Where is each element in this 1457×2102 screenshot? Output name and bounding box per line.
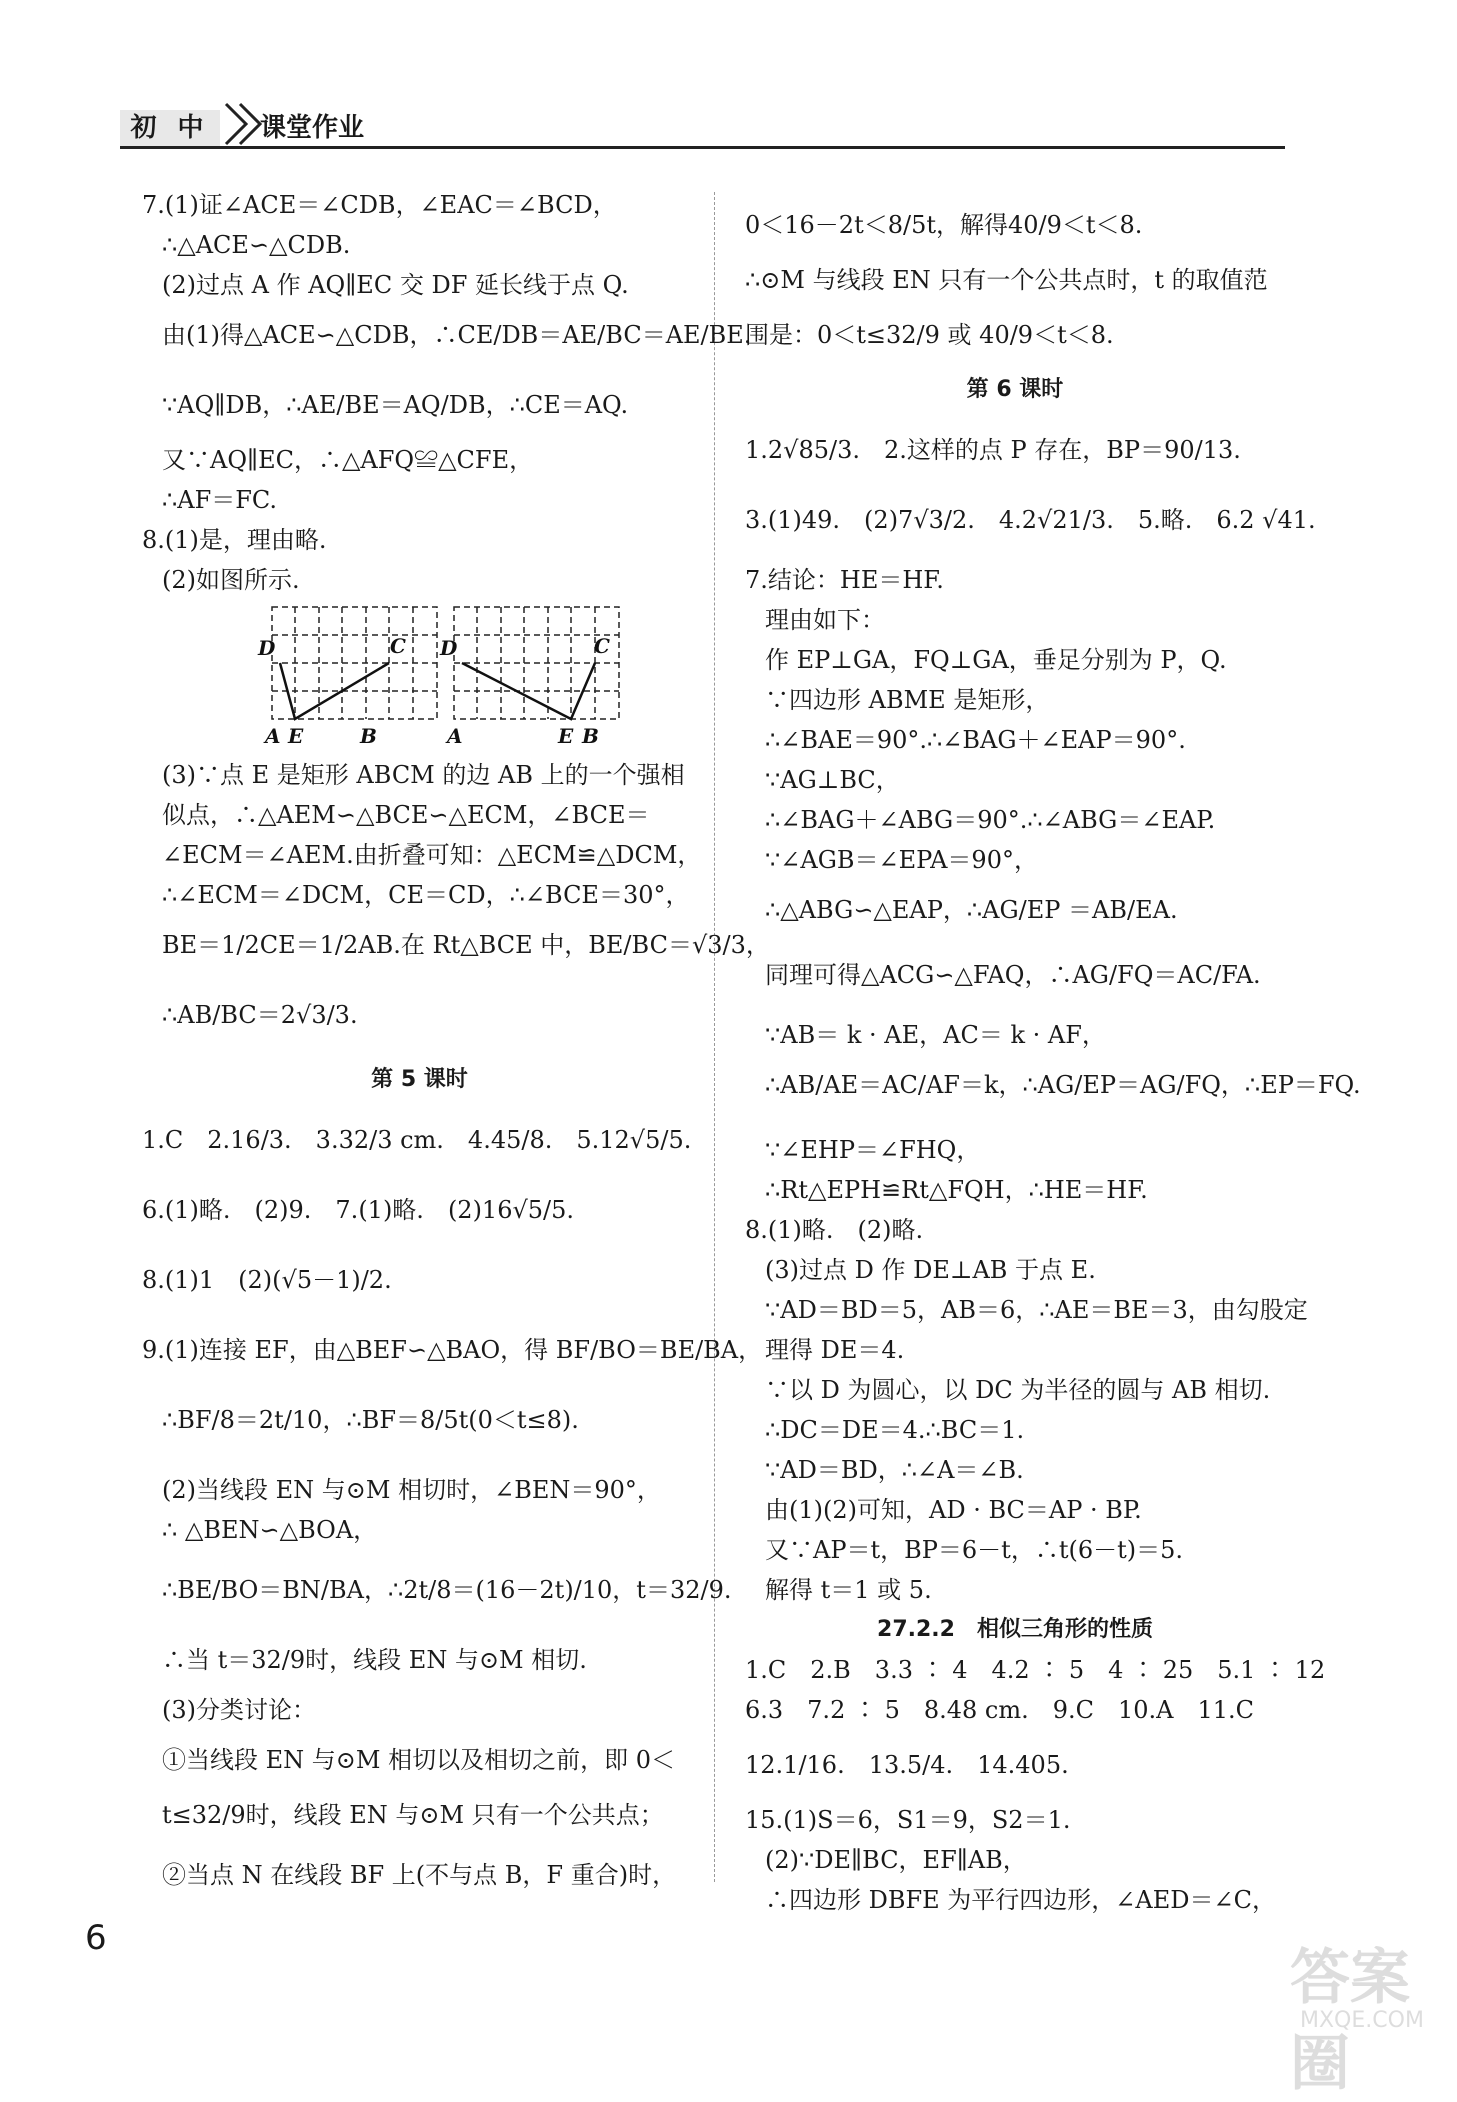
page-number: 6: [85, 1918, 107, 1958]
answer-line: ∵AD＝BD，∴∠A＝∠B.: [765, 1456, 1024, 1484]
answer-line: 同理可得△ACG∽△FAQ，∴AG/FQ＝AC/FA.: [765, 961, 1261, 989]
answer-line: ∴∠ECM＝∠DCM，CE＝CD，∴∠BCE＝30°，: [162, 881, 690, 909]
watermark-url: MXQE.COM: [1300, 2008, 1424, 2033]
answer-line: ∴∠BAE＝90°.∴∠BAG＋∠EAP＝90°.: [765, 726, 1186, 754]
answer-line: ∴AB/BC＝2√3/3.: [162, 1001, 358, 1029]
answer-line: ∴△ACE∽△CDB.: [162, 231, 351, 259]
figure-label-d: D: [440, 636, 458, 660]
section-heading: 第 6 课时: [966, 377, 1064, 402]
answer-line: ∴BE/BO＝BN/BA，∴2t/8＝(16－2t)/10，t＝32/9.: [162, 1576, 732, 1604]
answer-line: ∴ △BEN∽△BOA，: [162, 1516, 378, 1544]
header-rule: [120, 146, 1285, 149]
answer-line: ∵AG⊥BC，: [765, 766, 900, 794]
answer-line: ∴AB/AE＝AC/AF＝k，∴AG/EP＝AG/FQ，∴EP＝FQ.: [765, 1071, 1361, 1099]
watermark: [1290, 1930, 1450, 2099]
answer-line: 7.结论：HE＝HF.: [745, 566, 944, 594]
answer-line: 1.2√85/3. 2.这样的点 P 存在，BP＝90/13.: [745, 436, 1241, 464]
figure-label-b: B: [360, 724, 377, 745]
answer-line: ∴BF/8＝2t/10，∴BF＝8/5t(0＜t≤8).: [162, 1406, 579, 1434]
watermark-logo: 答案圈: [1290, 1943, 1410, 2099]
answer-line: ∵AB＝ k · AE，AC＝ k · AF，: [765, 1021, 1106, 1049]
answer-line: ∵四边形 ABME 是矩形，: [765, 686, 1050, 714]
answer-line: 6.(1)略. (2)9. 7.(1)略. (2)16√5/5.: [142, 1196, 575, 1224]
figure-label-e: E: [288, 724, 304, 745]
answer-line: ∴Rt△EPH≌Rt△FQH，∴HE＝HF.: [765, 1176, 1148, 1204]
answer-line: ①当线段 EN 与⊙M 相切以及相切之前，即 0＜: [162, 1746, 675, 1774]
figure-label-a: A: [447, 724, 463, 745]
answer-line: 围是：0＜t≤32/9 或 40/9＜t＜8.: [745, 321, 1114, 349]
answer-line: 由(1)(2)可知，AD · BC＝AP · BP.: [765, 1496, 1142, 1524]
figure-label-b: B: [582, 724, 599, 745]
answer-line: (3)过点 D 作 DE⊥AB 于点 E.: [765, 1256, 1096, 1284]
section-heading: 27.2.2 相似三角形的性质: [877, 1617, 1153, 1642]
answer-line: t≤32/9时，线段 EN 与⊙M 只有一个公共点；: [162, 1801, 664, 1829]
answer-line: 又∵AP＝t，BP＝6－t，∴t(6－t)＝5.: [765, 1536, 1184, 1564]
answer-line: (2)过点 A 作 AQ∥EC 交 DF 延长线于点 Q.: [162, 271, 629, 299]
answer-line: ∴AF＝FC.: [162, 486, 278, 514]
answer-line: ∴∠BAG＋∠ABG＝90°.∴∠ABG＝∠EAP.: [765, 806, 1216, 834]
answer-line: 理得 DE＝4.: [765, 1336, 905, 1364]
answer-line: 3.(1)49. (2)7√3/2. 4.2√21/3. 5.略. 6.2 √41.: [745, 506, 1316, 534]
answer-line: 9.(1)连接 EF，由△BEF∽△BAO，得 BF/BO＝BE/BA，: [142, 1336, 763, 1364]
answer-line: 似点，∴△AEM∽△BCE∽△ECM，∠BCE＝: [162, 801, 650, 829]
answer-line: 0＜16－2t＜8/5t，解得40/9＜t＜8.: [745, 211, 1143, 239]
answer-line: ∠ECM＝∠AEM.由折叠可知：△ECM≌△DCM，: [162, 841, 702, 869]
answer-line: BE＝1/2CE＝1/2AB.在 Rt△BCE 中，BE/BC＝√3/3，: [162, 931, 770, 959]
answer-line: (2)当线段 EN 与⊙M 相切时，∠BEN＝90°，: [162, 1476, 661, 1504]
answer-line: 8.(1)是，理由略.: [142, 526, 327, 554]
answer-line: ∴当 t＝32/9时，线段 EN 与⊙M 相切.: [162, 1646, 587, 1674]
grade-badge: 初 中: [120, 110, 220, 146]
book-title: 课堂作业: [260, 113, 365, 143]
figure-label-d: D: [258, 636, 276, 660]
answer-line: ∴△ABG∽△EAP，∴AG/EP ＝AB/EA.: [765, 896, 1178, 924]
section-heading: 第 5 课时: [371, 1067, 468, 1092]
answer-line: 由(1)得△ACE∽△CDB，∴CE/DB＝AE/BC＝AE/BE.: [162, 321, 752, 349]
answer-line: (3)分类讨论：: [162, 1696, 316, 1724]
answer-line: 15.(1)S＝6，S1＝9，S2＝1.: [745, 1806, 1071, 1834]
answer-line: 8.(1)略. (2)略.: [745, 1216, 924, 1244]
answer-line: 又∵AQ∥EC，∴△AFQ≌△CFE，: [162, 446, 534, 474]
answer-line: (2)如图所示.: [162, 566, 300, 594]
answer-line: 1.C 2.16/3. 3.32/3 cm. 4.45/8. 5.12√5/5.: [142, 1126, 692, 1154]
column-divider: [714, 192, 715, 1882]
answer-line: (2)∵DE∥BC，EF∥AB，: [765, 1846, 1027, 1874]
answer-line: ∵AQ∥DB，∴AE/BE＝AQ/DB，∴CE＝AQ.: [162, 391, 629, 419]
answer-line: ∵∠AGB＝∠EPA＝90°，: [765, 846, 1038, 874]
answer-line: ②当点 N 在线段 BF 上(不与点 B，F 重合)时，: [162, 1861, 677, 1889]
page-header: [120, 100, 1285, 148]
answer-line: (3)∵点 E 是矩形 ABCM 的边 AB 上的一个强相: [162, 761, 685, 789]
answer-line: ∴⊙M 与线段 EN 只有一个公共点时，t 的取值范: [745, 266, 1268, 294]
answer-line: 6.3 7.2 ∶ 5 8.48 cm. 9.C 10.A 11.C: [745, 1696, 1255, 1724]
answer-line: ∴DC＝DE＝4.∴BC＝1.: [765, 1416, 1025, 1444]
answer-line: ∴四边形 DBFE 为平行四边形，∠AED＝∠C，: [765, 1886, 1276, 1914]
figure-label-c: C: [594, 634, 610, 658]
answer-line: ∵以 D 为圆心，以 DC 为半径的圆与 AB 相切.: [765, 1376, 1271, 1404]
figure-label-e: E: [558, 724, 574, 745]
answer-line: 作 EP⊥GA，FQ⊥GA，垂足分别为 P，Q.: [765, 646, 1227, 674]
answer-line: 12.1/16. 13.5/4. 14.405.: [745, 1751, 1069, 1779]
figure-label-c: C: [390, 634, 406, 658]
answer-line: ∵∠EHP＝∠FHQ，: [765, 1136, 981, 1164]
answer-line: 解得 t＝1 或 5.: [765, 1576, 932, 1604]
figure-label-a: A: [265, 724, 281, 745]
answer-line: ∵AD＝BD＝5，AB＝6，∴AE＝BE＝3，由勾股定: [765, 1296, 1308, 1324]
grid-figure: [232, 605, 652, 745]
answer-line: 8.(1)1 (2)(√5－1)/2.: [142, 1266, 392, 1294]
answer-line: 1.C 2.B 3.3 ∶ 4 4.2 ∶ 5 4 ∶ 25 5.1 ∶ 12: [745, 1656, 1326, 1684]
answer-line: 7.(1)证∠ACE＝∠CDB，∠EAC＝∠BCD，: [142, 191, 617, 219]
answer-line: 理由如下：: [765, 606, 885, 634]
